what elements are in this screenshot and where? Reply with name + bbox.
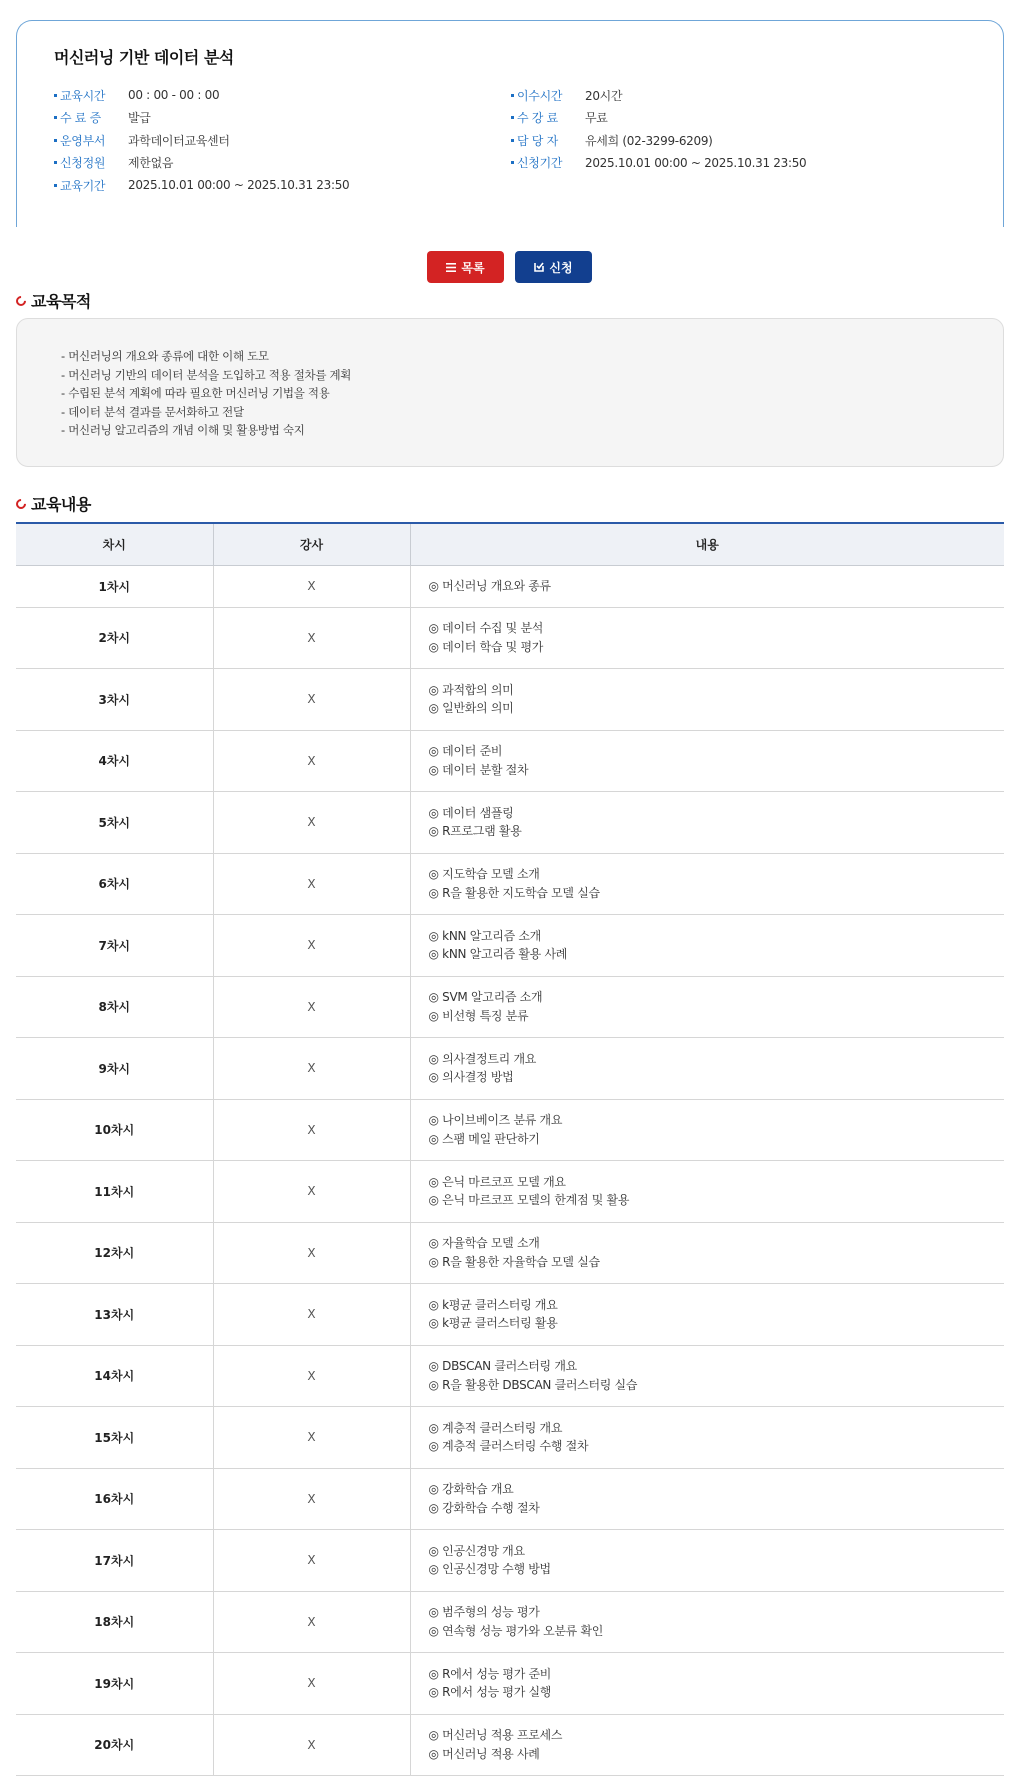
table-header-row bbox=[16, 523, 1004, 565]
bullet-icon bbox=[511, 94, 514, 97]
table-row bbox=[16, 915, 1004, 977]
content-line: ◎ 스팸 메일 판단하기 bbox=[428, 1131, 540, 1146]
instructor-cell: X bbox=[213, 976, 410, 1038]
info-label: 교육기간 bbox=[60, 178, 106, 193]
content-cell bbox=[410, 607, 1004, 669]
table-row bbox=[16, 1099, 1004, 1161]
content-line: ◎ 연속형 성능 평가와 오분류 확인 bbox=[428, 1623, 604, 1638]
instructor-cell: X bbox=[213, 565, 410, 607]
info-value: 과학데이터교육센터 bbox=[128, 133, 230, 148]
content-cell bbox=[410, 1407, 1004, 1469]
apply-button[interactable] bbox=[515, 251, 592, 283]
instructor-cell: X bbox=[213, 669, 410, 731]
session-cell: 20차시 bbox=[16, 1714, 213, 1776]
content-cell bbox=[410, 915, 1004, 977]
instructor-cell: X bbox=[213, 1038, 410, 1100]
content-cell bbox=[410, 1038, 1004, 1100]
table-row bbox=[16, 669, 1004, 731]
session-cell: 15차시 bbox=[16, 1407, 213, 1469]
content-cell bbox=[410, 1714, 1004, 1776]
session-cell: 8차시 bbox=[16, 976, 213, 1038]
objective-item: - 데이터 분석 결과를 문서화하고 전달 bbox=[61, 404, 244, 419]
objective-heading bbox=[16, 289, 91, 312]
session-cell: 5차시 bbox=[16, 792, 213, 854]
table-row bbox=[16, 1038, 1004, 1100]
content-line: ◎ 강화학습 수행 절차 bbox=[428, 1500, 540, 1515]
table-row bbox=[16, 565, 1004, 607]
info-row bbox=[54, 132, 230, 148]
content-line: ◎ R프로그램 활용 bbox=[428, 824, 522, 839]
objective-item: - 수립된 분석 계획에 따라 필요한 머신러닝 기법을 적용 bbox=[61, 386, 330, 401]
content-line: ◎ 일반화의 의미 bbox=[428, 701, 514, 716]
table-row bbox=[16, 1530, 1004, 1592]
session-cell: 18차시 bbox=[16, 1591, 213, 1653]
session-cell: 11차시 bbox=[16, 1161, 213, 1223]
table-row bbox=[16, 730, 1004, 792]
table-row bbox=[16, 853, 1004, 915]
instructor-cell: X bbox=[213, 792, 410, 854]
session-cell: 19차시 bbox=[16, 1653, 213, 1715]
info-label: 수 료 증 bbox=[60, 111, 101, 125]
session-cell: 10차시 bbox=[16, 1099, 213, 1161]
info-label: 신청기간 bbox=[517, 156, 563, 170]
instructor-cell: X bbox=[213, 1284, 410, 1346]
table-row bbox=[16, 1653, 1004, 1715]
bullet-icon bbox=[54, 116, 57, 119]
table-row bbox=[16, 1714, 1004, 1776]
info-row bbox=[511, 110, 608, 126]
session-cell: 3차시 bbox=[16, 669, 213, 731]
session-cell: 14차시 bbox=[16, 1345, 213, 1407]
content-cell bbox=[410, 1099, 1004, 1161]
session-cell: 16차시 bbox=[16, 1468, 213, 1530]
info-row bbox=[54, 155, 173, 171]
info-value: 유세희 (02-3299-6209) bbox=[585, 133, 713, 148]
bullet-icon bbox=[511, 116, 514, 119]
content-cell bbox=[410, 669, 1004, 731]
info-label: 신청정원 bbox=[60, 156, 106, 170]
content-line: ◎ 비선형 특징 분류 bbox=[428, 1008, 529, 1023]
instructor-cell: X bbox=[213, 1345, 410, 1407]
content-line: ◎ 데이터 수집 및 분석 bbox=[428, 621, 544, 636]
instructor-cell: X bbox=[213, 730, 410, 792]
content-line: ◎ 강화학습 개요 bbox=[428, 1482, 514, 1497]
info-label: 담 당 자 bbox=[517, 133, 558, 148]
info-label: 교육시간 bbox=[60, 88, 106, 103]
content-cell bbox=[410, 792, 1004, 854]
instructor-cell: X bbox=[213, 915, 410, 977]
table-row bbox=[16, 1222, 1004, 1284]
content-line: ◎ k평균 클러스터링 개요 bbox=[428, 1297, 558, 1312]
instructor-cell: X bbox=[213, 1653, 410, 1715]
content-cell bbox=[410, 1161, 1004, 1223]
bullet-icon bbox=[511, 161, 514, 164]
content-line: ◎ DBSCAN 클러스터링 개요 bbox=[428, 1359, 577, 1374]
info-value: 00 : 00 - 00 : 00 bbox=[128, 88, 220, 102]
content-cell bbox=[410, 1591, 1004, 1653]
content-line: ◎ 데이터 준비 bbox=[428, 744, 503, 759]
table-row bbox=[16, 1284, 1004, 1346]
session-cell: 7차시 bbox=[16, 915, 213, 977]
info-row bbox=[511, 87, 622, 103]
course-title: 머신러닝 기반 데이터 분석 bbox=[54, 48, 234, 67]
info-row bbox=[54, 87, 219, 103]
content-heading bbox=[16, 492, 91, 515]
content-cell bbox=[410, 1653, 1004, 1715]
column-header-session: 차시 bbox=[16, 523, 213, 565]
content-line: ◎ 인공신경망 수행 방법 bbox=[428, 1562, 551, 1577]
section-marker-icon bbox=[14, 293, 28, 307]
bullet-icon bbox=[54, 139, 57, 142]
content-line: ◎ kNN 알고리즘 활용 사례 bbox=[428, 947, 568, 962]
content-line: ◎ 데이터 학습 및 평가 bbox=[428, 639, 544, 654]
bullet-icon bbox=[511, 139, 514, 142]
content-line: ◎ 머신러닝 적용 사례 bbox=[428, 1746, 540, 1761]
info-value: 2025.10.01 00:00 ~ 2025.10.31 23:50 bbox=[585, 155, 807, 170]
info-row bbox=[54, 110, 151, 126]
info-value: 제한없음 bbox=[128, 156, 174, 170]
content-line: ◎ 나이브베이즈 분류 개요 bbox=[428, 1113, 563, 1128]
content-line: ◎ R을 활용한 지도학습 모델 실습 bbox=[428, 885, 600, 900]
table-row bbox=[16, 1407, 1004, 1469]
table-row bbox=[16, 607, 1004, 669]
apply-button-label: 신청 bbox=[549, 260, 573, 275]
info-row bbox=[54, 177, 349, 193]
session-cell: 4차시 bbox=[16, 730, 213, 792]
content-line: ◎ R을 활용한 자율학습 모델 실습 bbox=[428, 1254, 600, 1269]
content-cell bbox=[410, 1222, 1004, 1284]
objective-item: - 머신러닝의 개요와 종류에 대한 이해 도모 bbox=[61, 349, 269, 363]
instructor-cell: X bbox=[213, 1714, 410, 1776]
table-row bbox=[16, 976, 1004, 1038]
session-cell: 13차시 bbox=[16, 1284, 213, 1346]
session-cell: 1차시 bbox=[16, 565, 213, 607]
info-value: 20시간 bbox=[585, 88, 623, 103]
bullet-icon bbox=[54, 94, 57, 97]
content-line: ◎ 자율학습 모델 소개 bbox=[428, 1236, 540, 1251]
session-cell: 17차시 bbox=[16, 1530, 213, 1592]
content-line: ◎ 은닉 마르코프 모델의 한계점 및 활용 bbox=[428, 1193, 630, 1208]
content-cell bbox=[410, 730, 1004, 792]
content-line: ◎ kNN 알고리즘 소개 bbox=[428, 928, 541, 943]
content-line: ◎ 데이터 분할 절차 bbox=[428, 762, 529, 777]
curriculum-table bbox=[16, 522, 1004, 1776]
info-value: 무료 bbox=[585, 111, 608, 125]
content-line: ◎ 머신러닝 개요와 종류 bbox=[428, 578, 551, 593]
info-value: 2025.10.01 00:00 ~ 2025.10.31 23:50 bbox=[128, 178, 350, 192]
objective-box bbox=[16, 318, 1004, 467]
instructor-cell: X bbox=[213, 853, 410, 915]
content-line: ◎ 지도학습 모델 소개 bbox=[428, 867, 540, 882]
objective-heading-label: 교육목적 bbox=[31, 292, 91, 311]
bullet-icon bbox=[54, 184, 57, 187]
instructor-cell: X bbox=[213, 1468, 410, 1530]
info-label: 수 강 료 bbox=[517, 111, 558, 125]
instructor-cell: X bbox=[213, 1407, 410, 1469]
content-line: ◎ 인공신경망 개요 bbox=[428, 1543, 525, 1558]
content-line: ◎ 계층적 클러스터링 개요 bbox=[428, 1420, 563, 1435]
info-row bbox=[511, 155, 806, 171]
content-cell bbox=[410, 1530, 1004, 1592]
objective-list bbox=[61, 347, 1003, 440]
list-button[interactable] bbox=[427, 251, 504, 283]
content-line: ◎ 은닉 마르코프 모델 개요 bbox=[428, 1174, 566, 1189]
content-cell bbox=[410, 565, 1004, 607]
content-line: ◎ 범주형의 성능 평가 bbox=[428, 1605, 540, 1620]
curriculum-body bbox=[16, 565, 1004, 1776]
objective-item: - 머신러닝 알고리즘의 개념 이해 및 활용방법 숙지 bbox=[61, 423, 305, 438]
session-cell: 6차시 bbox=[16, 853, 213, 915]
column-header-instructor: 강사 bbox=[213, 523, 410, 565]
table-row bbox=[16, 1468, 1004, 1530]
table-row bbox=[16, 1345, 1004, 1407]
section-marker-icon bbox=[14, 496, 28, 510]
content-line: ◎ R을 활용한 DBSCAN 클러스터링 실습 bbox=[428, 1377, 638, 1392]
session-cell: 2차시 bbox=[16, 607, 213, 669]
content-cell bbox=[410, 1345, 1004, 1407]
instructor-cell: X bbox=[213, 1530, 410, 1592]
content-line: ◎ R에서 성능 평가 실행 bbox=[428, 1685, 552, 1700]
column-header-content: 내용 bbox=[410, 523, 1004, 565]
instructor-cell: X bbox=[213, 1591, 410, 1653]
content-line: ◎ R에서 성능 평가 준비 bbox=[428, 1666, 552, 1681]
instructor-cell: X bbox=[213, 1099, 410, 1161]
content-cell bbox=[410, 976, 1004, 1038]
list-icon bbox=[446, 263, 456, 272]
session-cell: 12차시 bbox=[16, 1222, 213, 1284]
content-line: ◎ 과적합의 의미 bbox=[428, 682, 514, 697]
content-line: ◎ 머신러닝 적용 프로세스 bbox=[428, 1728, 563, 1743]
instructor-cell: X bbox=[213, 1222, 410, 1284]
apply-icon bbox=[534, 262, 544, 272]
content-line: ◎ 계층적 클러스터링 수행 절차 bbox=[428, 1439, 589, 1454]
content-line: ◎ SVM 알고리즘 소개 bbox=[428, 990, 543, 1005]
content-heading-label: 교육내용 bbox=[31, 495, 91, 514]
instructor-cell: X bbox=[213, 1161, 410, 1223]
bullet-icon bbox=[54, 161, 57, 164]
info-value: 발급 bbox=[128, 111, 151, 125]
info-label: 운영부서 bbox=[60, 133, 106, 148]
objective-item: - 머신러닝 기반의 데이터 분석을 도입하고 적용 절차를 계획 bbox=[61, 367, 352, 382]
content-line: ◎ 의사결정 방법 bbox=[428, 1070, 514, 1085]
content-cell bbox=[410, 1468, 1004, 1530]
content-line: ◎ 데이터 샘플링 bbox=[428, 805, 514, 820]
table-row bbox=[16, 1161, 1004, 1223]
table-row bbox=[16, 792, 1004, 854]
session-cell: 9차시 bbox=[16, 1038, 213, 1100]
info-row bbox=[511, 132, 713, 148]
content-cell bbox=[410, 853, 1004, 915]
content-line: ◎ k평균 클러스터링 활용 bbox=[428, 1316, 558, 1331]
instructor-cell: X bbox=[213, 607, 410, 669]
table-row bbox=[16, 1591, 1004, 1653]
list-button-label: 목록 bbox=[461, 260, 485, 275]
info-label: 이수시간 bbox=[517, 88, 563, 103]
course-info-card bbox=[16, 20, 1004, 227]
content-line: ◎ 의사결정트리 개요 bbox=[428, 1051, 537, 1066]
content-cell bbox=[410, 1284, 1004, 1346]
